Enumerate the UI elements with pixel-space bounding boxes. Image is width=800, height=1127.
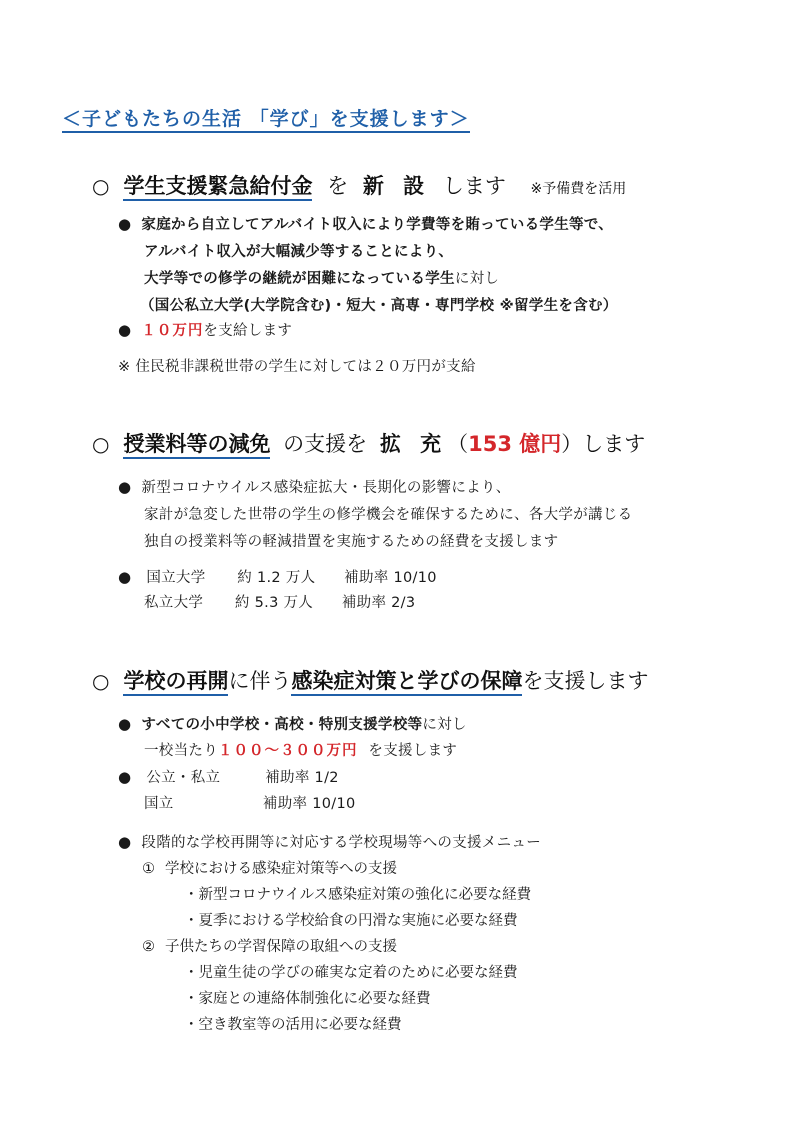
section-1-payment: ● １０万円を支給します	[118, 321, 293, 339]
menu-item-2-sub-2: ・家庭との連絡体制強化に必要な経費	[184, 991, 431, 1007]
section-1-line-3: 大学等での修学の継続が困難になっている学生に対し	[144, 271, 500, 287]
section-3-rate-row-1: ● 公立・私立 補助率 1/2	[118, 768, 339, 786]
section-1-footnote: ※ 住民税非課税世帯の学生に対しては２０万円が支給	[118, 359, 476, 375]
menu-item-2-sub-1: ・児童生徒の学びの確実な定着のために必要な経費	[184, 965, 518, 981]
section-1-line-4: （国公私立大学(大学院含む)・短大・高専・専門学校 ※留学生を含む）	[140, 298, 618, 314]
section-3-menu-intro: ● 段階的な学校再開等に対応する学校現場等への支援メニュー	[118, 833, 541, 851]
section-3-per-school: 一校当たり１００～３００万円 を支援します	[144, 743, 458, 759]
section-2-line-1: ● 新型コロナウイルス感染症拡大・長期化の影響により、	[118, 478, 511, 496]
section-1-line-1: ● 家庭から自立してアルバイト収入により学費等を賄っている学生等で、	[118, 215, 614, 233]
section-2-table-row-1: ● 国立大学 約 1.2 万人 補助率 10/10	[118, 568, 437, 586]
menu-item-2-sub-3: ・空き教室等の活用に必要な経費	[184, 1017, 402, 1033]
section-2-line-2: 家計が急変した世帯の学生の修学機会を確保するために、各大学が講じる	[144, 507, 633, 523]
section-2-table-row-2: 私立大学 約 5.3 万人 補助率 2/3	[144, 595, 416, 611]
menu-item-1-sub-2: ・夏季における学校給食の円滑な実施に必要な経費	[184, 913, 518, 929]
section-3-target: ● すべての小中学校・高校・特別支援学校等に対し	[118, 715, 467, 733]
page-title: ＜子どもたちの生活 「学び」を支援します＞	[62, 104, 470, 131]
section-1-line-2: アルバイト収入が大幅減少等することにより、	[144, 244, 454, 260]
menu-item-1-sub-1: ・新型コロナウイルス感染症対策の強化に必要な経費	[184, 887, 532, 903]
section-1-heading: ○ 学生支援緊急給付金 を 新 設 します ※予備費を活用	[92, 170, 626, 200]
section-3-rate-row-2: 国立 補助率 10/10	[144, 796, 356, 812]
menu-item-1: ① 学校における感染症対策等への支援	[142, 861, 397, 877]
section-3-heading: ○ 学校の再開に伴う感染症対策と学びの保障を支援します	[92, 665, 648, 695]
section-2-heading: ○ 授業料等の減免 の支援を 拡 充（153 億円）します	[92, 428, 645, 458]
section-2-line-3: 独自の授業料等の軽減措置を実施するための経費を支援します	[144, 534, 559, 550]
menu-item-2: ② 子供たちの学習保障の取組への支援	[142, 939, 397, 955]
